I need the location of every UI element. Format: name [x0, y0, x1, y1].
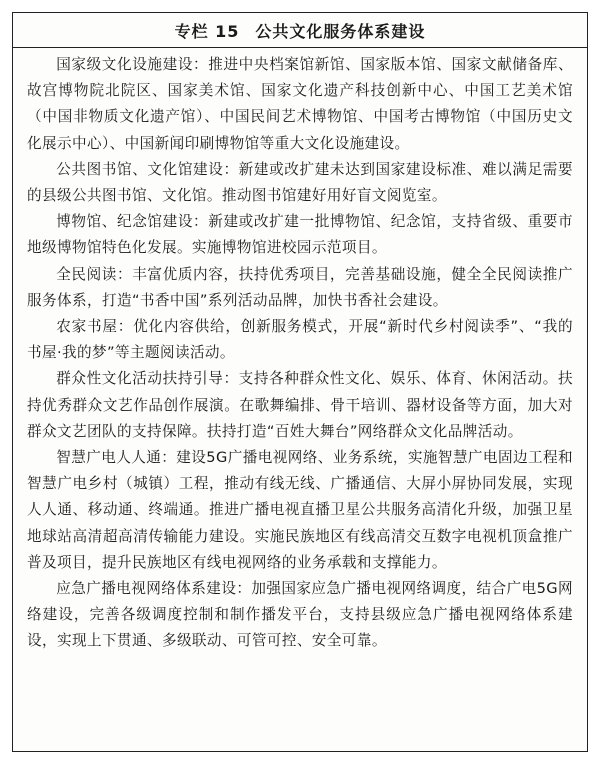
- column-title: 公共文化服务体系建设: [255, 21, 426, 41]
- paragraph-mass-cultural-activities: 群众性文化活动扶持引导：支持各种群众性文化、娱乐、体育、休闲活动。扶持优秀群众文艺作品创作展演。在歌舞编排、骨干培训、器材设备等方面，加大对群众文艺团队的支持保障。扶持打造“百姓大舞台”网络群众文化品牌活动。: [27, 370, 573, 440]
- paragraph-smart-broadcasting: 智慧广电人人通：建设5G广播电视网络、业务系统，实施智慧广电固边工程和智慧广电乡村（城镇）工程，推动有线无线、广播通信、大屏小屏协同发展，实现人人通、移动通、终端通。推进广播电视直播卫星公共服务高清化升级，加强卫星地球站高清超高清传输能力建设。实施民族地区有线高清交互数字电视机顶盒推广普及项目，提升民族地区有线电视网络的业务承载和支撑能力。: [27, 449, 573, 571]
- paragraph-farm-bookhouse: 农家书屋：优化内容供给，创新服务模式，开展“新时代乡村阅读季”、“我的书屋·我的梦”等主题阅读活动。: [27, 318, 573, 362]
- paragraph-libraries-cultural-centers: 公共图书馆、文化馆建设：新建或改扩建未达到国家建设标准、难以满足需要的县级公共图书馆、文化馆。推动图书馆建好用好盲文阅览室。: [27, 160, 573, 205]
- paragraph-national-reading: 全民阅读：丰富优质内容，扶持优秀项目，完善基础设施，健全全民阅读推广服务体系，打造“书香中国”系列活动品牌，加快书香社会建设。: [27, 265, 573, 309]
- column-body: [13, 48, 587, 655]
- paragraph-national-facilities: 国家级文化设施建设：推进中央档案馆新馆、国家版本馆、国家文献储备库、故宫博物院北院区、国家美术馆、国家文化遗产科技创新中心、中国工艺美术馆（中国非物质文化遗产馆）、中国民间艺术博物馆、中国考古博物馆（中国历史文化展示中心）、中国新闻印刷博物馆等重大文化设施建设。: [27, 56, 573, 152]
- paragraph-museums-memorials: 博物馆、纪念馆建设：新建或改扩建一批博物馆、纪念馆，支持省级、重要市地级博物馆特色化发展。实施博物馆进校园示范项目。: [27, 213, 573, 257]
- paragraph-emergency-broadcasting: 应急广播电视网络体系建设：加强国家应急广播电视网络调度，结合广电5G网络建设，完善各级调度控制和制作播发平台，支持县级应急广播电视网络体系建设，实现上下贯通、多级联动、可管可控、安全可靠。: [27, 580, 573, 650]
- column-box: [12, 12, 588, 752]
- column-title-bar: [13, 13, 587, 48]
- column-label: 专栏 15: [174, 21, 240, 41]
